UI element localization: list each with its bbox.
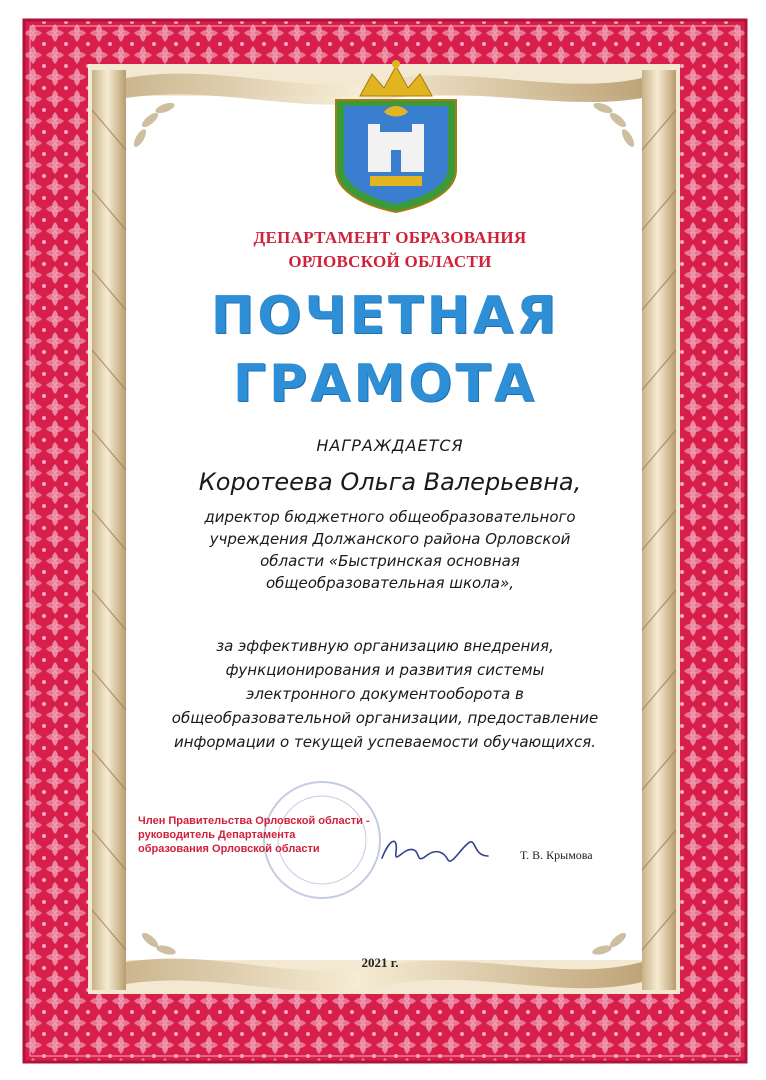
title-line-2: ГРАМОТА: [232, 354, 538, 414]
award-reason: [120, 634, 650, 754]
position-line: директор бюджетного общеобразовательного: [204, 508, 576, 526]
department-line-2: ОРЛОВСКОЙ ОБЛАСТИ: [288, 252, 492, 271]
right-ribbon: [642, 70, 676, 990]
reason-line: за эффективную организацию внедрения,: [216, 637, 554, 655]
left-ribbon: [92, 70, 126, 990]
reason-line: электронного документооборота в: [246, 685, 524, 703]
department-line-1: ДЕПАРТАМЕНТ ОБРАЗОВАНИЯ: [253, 228, 527, 247]
signer-line-3: образования Орловской области: [138, 843, 320, 855]
recipient-name: Коротеева Ольга Валерьевна,: [198, 468, 582, 496]
awarded-label: НАГРАЖДАЕТСЯ: [316, 436, 464, 455]
signer-line-1: Член Правительства Орловской области -: [138, 815, 370, 827]
position-line: области «Быстринская основная: [260, 552, 520, 570]
signer-title: [138, 814, 418, 856]
position-line: учреждения Должанского района Орловской: [209, 530, 571, 548]
signer-line-2: руководитель Департамента: [138, 829, 296, 841]
reason-line: информации о текущей успеваемости обучающихся.: [174, 733, 596, 751]
position-line: общеобразовательная школа»,: [265, 574, 515, 592]
title-line-1: ПОЧЕТНАЯ: [210, 286, 560, 346]
department-heading: [200, 226, 580, 274]
recipient-position: [140, 506, 640, 594]
reason-line: общеобразовательной организации, предоставление: [171, 709, 599, 727]
signer-name: Т. В. Крымова: [520, 848, 593, 862]
certificate-title: [150, 282, 620, 418]
issue-year: 2021 г.: [361, 955, 399, 970]
reason-line: функционирования и развития системы: [225, 661, 545, 679]
